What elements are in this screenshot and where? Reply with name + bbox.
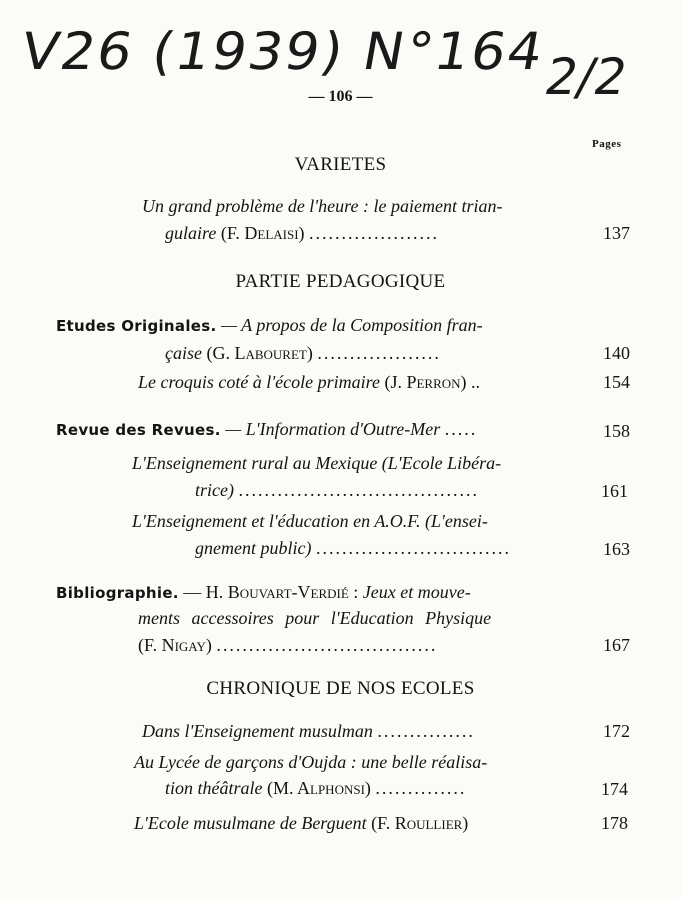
toc-entry-line: Au Lycée de garçons d'Oujda : une belle réalisa-: [134, 752, 488, 772]
leader-dots: ...................: [317, 343, 441, 363]
page-number: — 106 —: [308, 88, 373, 105]
toc-entry-text: trice): [195, 480, 234, 500]
toc-entry-author: (G. Labouret): [206, 343, 313, 363]
toc-entry-line: [142, 719, 475, 744]
handwritten-reference: V26 (1939) N°164: [16, 21, 550, 82]
toc-entry-line: [195, 536, 511, 561]
toc-entry-line: [56, 313, 483, 339]
leader-dots: ....................: [309, 223, 440, 243]
toc-entry-line: Un grand problème de l'heure : le paiement trian-: [142, 196, 503, 216]
leader-dots: .....: [444, 419, 478, 439]
subsection-heading-bibliographie: Bibliographie.: [56, 584, 179, 602]
toc-entry-line: [165, 221, 439, 246]
section-title-pedagogique: PARTIE PEDAGOGIQUE: [235, 271, 446, 292]
toc-entry-text: — L'Information d'Outre-Mer: [225, 419, 441, 439]
toc-entry-text: gulaire: [165, 223, 217, 243]
toc-entry-line: [138, 633, 437, 658]
section-title-varietes: VARIETES: [294, 154, 387, 175]
page-ref: 163: [603, 539, 630, 559]
page-ref: 174: [601, 779, 628, 799]
leader-dots: ..............................: [315, 538, 511, 558]
toc-entry-text: tion théâtrale: [165, 778, 263, 798]
page-ref: 140: [603, 343, 630, 363]
toc-entry-author: (M. Alphonsi): [267, 778, 371, 798]
toc-entry-line: L'Enseignement et l'éducation en A.O.F. (L'ensei-: [132, 511, 488, 531]
toc-entry-line: [165, 776, 466, 801]
toc-entry-line: L'Enseignement rural au Mexique (L'Ecole Libéra-: [132, 453, 502, 473]
toc-entry-text: Dans l'Enseignement musulman: [142, 721, 373, 741]
leader-dots: ..................................: [216, 635, 438, 655]
leader-dots: ..............: [375, 778, 467, 798]
page-ref: 178: [601, 813, 628, 833]
page-ref: 158: [603, 421, 630, 441]
toc-entry-line: [56, 580, 471, 606]
page-ref: 154: [603, 372, 630, 392]
toc-entry-line: [56, 417, 477, 443]
toc-entry-text: gnement public): [195, 538, 312, 558]
toc-entry-text: L'Ecole musulmane de Berguent: [134, 813, 367, 833]
page-ref: 161: [601, 481, 628, 501]
toc-entry-author: (F. Nigay): [138, 635, 212, 655]
subsection-heading-revue: Revue des Revues.: [56, 421, 221, 439]
handwritten-mark: 2/2: [539, 48, 633, 106]
toc-entry-text: Le croquis coté à l'école primaire: [138, 372, 380, 392]
toc-entry-author: (F. Roullier): [371, 813, 469, 833]
pages-column-label: Pages: [592, 138, 622, 150]
subsection-heading-etudes: Etudes Originales.: [56, 317, 217, 335]
page-ref: 137: [603, 223, 630, 243]
toc-entry-line: [195, 478, 479, 503]
toc-entry-author: (F. Delaisi): [220, 223, 305, 243]
toc-entry-line: [165, 341, 441, 366]
toc-entry-author: (J. Perron) ..: [384, 372, 481, 392]
toc-entry-text: çaise: [165, 343, 202, 363]
leader-dots: ...............: [377, 721, 475, 741]
page-ref: 172: [603, 721, 630, 741]
toc-entry-line: ments accessoires pour l'Education Physique: [138, 608, 492, 628]
toc-entry-author: — H. Bouvart-Verdié :: [183, 582, 359, 602]
toc-entry-line: [138, 370, 480, 395]
toc-entry-text: — A propos de la Composition fran-: [220, 315, 483, 335]
page-ref: 167: [603, 635, 630, 655]
toc-entry-text: Jeux et mouve-: [362, 582, 471, 602]
toc-entry-line: [134, 811, 468, 836]
section-title-chronique: CHRONIQUE DE NOS ECOLES: [206, 678, 475, 699]
leader-dots: .....................................: [238, 480, 479, 500]
